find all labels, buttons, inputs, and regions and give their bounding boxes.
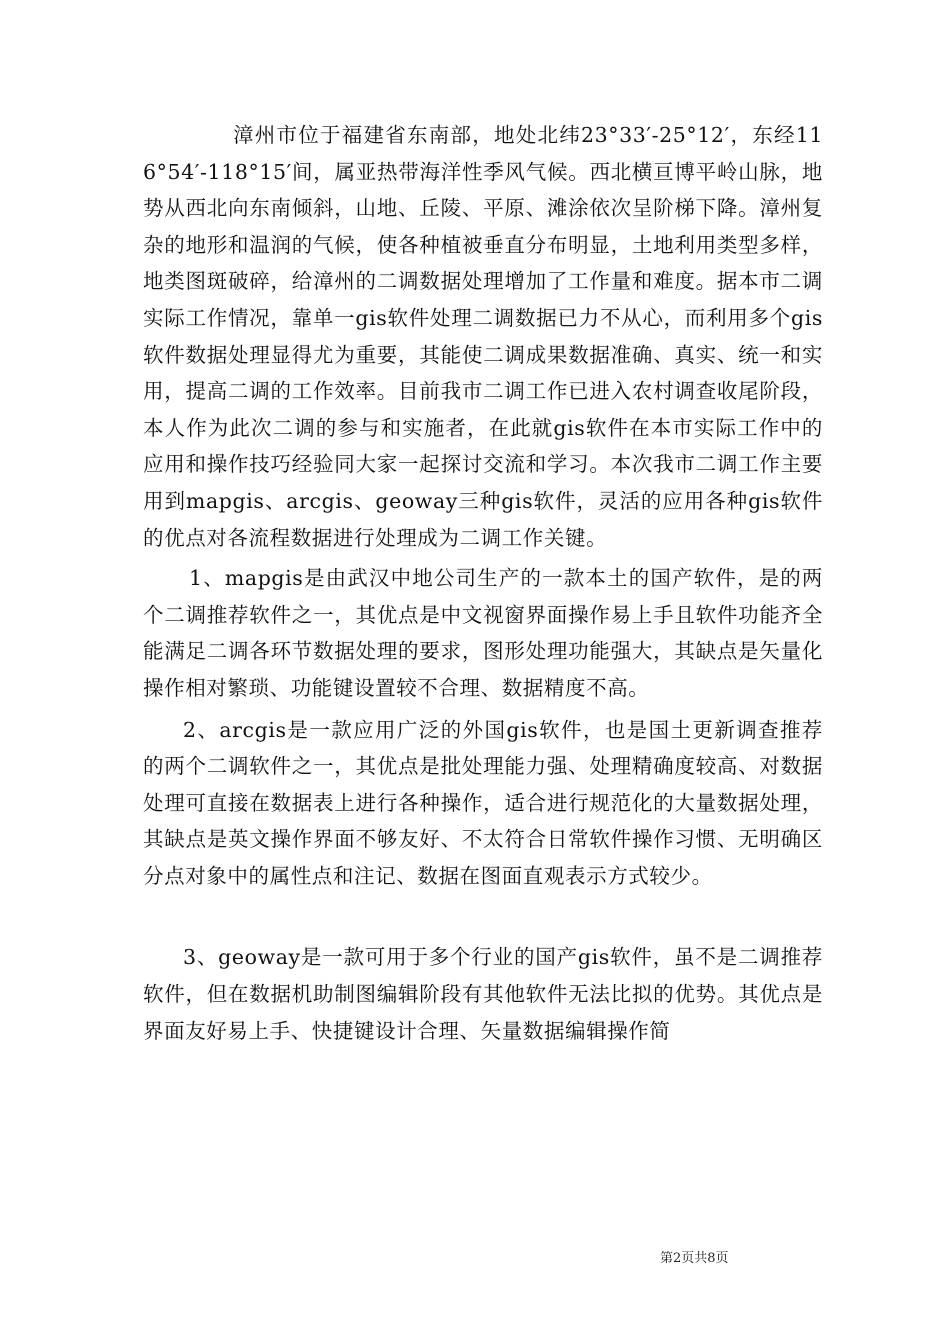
mapgis-paragraph: 1、mapgis是由武汉中地公司生产的一款本土的国产软件，是的两个二调推荐软件之一，其优点是中文视窗界面操作易上手且软件功能齐全能满足二调各环节数据处理的要求，图形处理功能强大，其缺点是矢量化操作相对繁琐、功能键设置较不合理、数据精度不高。: [143, 566, 823, 700]
document-body: [143, 117, 823, 1049]
intro-paragraph: 漳州市位于福建省东南部，地处北纬23°33′-25°12′，东经116°54′-118°15′间，属亚热带海洋性季风气候。西北横亘博平岭山脉，地势从西北向东南倾斜，山地、丘陵、平原、滩涂依次呈阶梯下降。漳州复杂的地形和温润的气候，使各种植被垂直分布明显，土地利用类型多样，地类图斑破碎，给漳州的二调数据处理增加了工作量和难度。据本市二调实际工作情况，靠单一gis软件处理二调数据已力不从心，而利用多个gis软件数据处理显得尤为重要，其能使二调成果数据准确、真实、统一和实用，提高二调的工作效率。目前我市二调工作已进入农村调查收尾阶段，本人作为此次二调的参与和实施者，在此就gis软件在本市实际工作中的应用和操作技巧经验同大家一起探讨交流和学习。本次我市二调工作主要用到mapgis、arcgis、geoway三种gis软件，灵活的应用各种gis软件的优点对各流程数据进行处理成为二调工作关键。: [143, 123, 823, 550]
page-number-footer: 第2页共8页: [660, 1251, 729, 1266]
geoway-paragraph: 3、geoway是一款可用于多个行业的国产gis软件，虽不是二调推荐软件，但在数据机助制图编辑阶段有其他软件无法比拟的优势。其优点是界面友好易上手、快捷键设计合理、矢量数据编辑操作简: [143, 945, 823, 1043]
arcgis-paragraph: 2、arcgis是一款应用广泛的外国gis软件，也是国土更新调查推荐的两个二调软件之一，其优点是批处理能力强、处理精确度较高、对数据处理可直接在数据表上进行各种操作，适合进行规范化的大量数据处理，其缺点是英文操作界面不够友好、不太符合日常软件操作习惯、无明确区分点对象中的属性点和注记、数据在图面直观表示方式较少。: [143, 717, 823, 888]
